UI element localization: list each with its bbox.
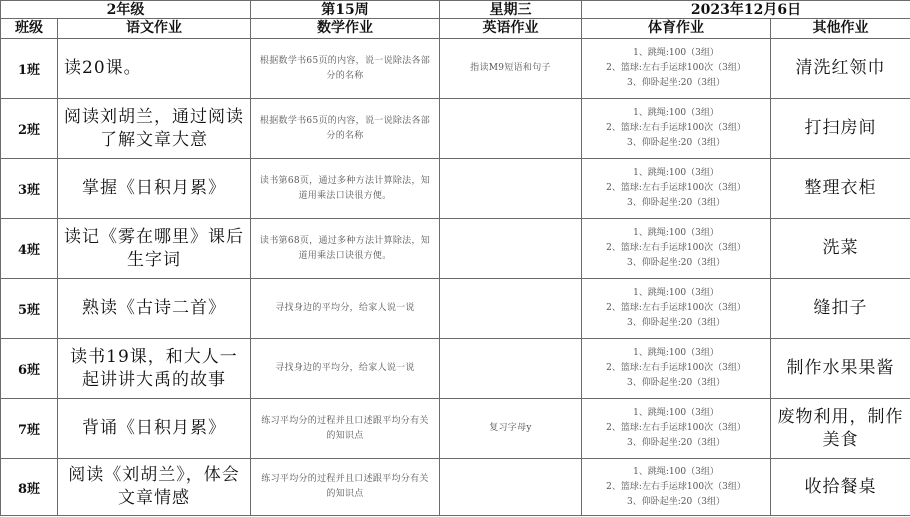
math-homework-cell[interactable]: 寻找身边的平均分，给家人说一说 [251,279,440,339]
pe-line: 1、跳绳:100（3组） [633,408,719,418]
pe-line: 2、篮球:左右手运球100次（3组） [606,243,746,253]
pe-line: 3、仰卧起坐:20（3组） [627,258,725,268]
pe-homework-cell[interactable] [582,99,771,159]
pe-line: 1、跳绳:100（3组） [633,348,719,358]
header-other[interactable]: 其他作业 [771,19,910,39]
table-row [1,399,910,459]
english-homework-cell[interactable] [440,219,582,279]
pe-homework-cell[interactable] [582,339,771,399]
class-cell[interactable]: 4班 [1,219,58,279]
math-homework-cell[interactable]: 练习平均分的过程并且口述跟平均分有关的知识点 [251,459,440,516]
table-row [1,159,910,219]
math-homework-cell[interactable]: 根据数学书65页的内容，说一说除法各部分的名称 [251,39,440,99]
header-math[interactable]: 数学作业 [251,19,440,39]
pe-line: 1、跳绳:100（3组） [633,48,719,58]
pe-line: 1、跳绳:100（3组） [633,168,719,178]
pe-line: 1、跳绳:100（3组） [633,108,719,118]
english-homework-cell[interactable]: 指读M9短语和句子 [440,39,582,99]
chinese-homework-cell[interactable]: 阅读刘胡兰，通过阅读了解文章大意 [58,99,251,159]
date-cell[interactable]: 2023年12月6日 [582,1,910,19]
english-homework-cell[interactable] [440,159,582,219]
header-class[interactable]: 班级 [1,19,58,39]
weekday-cell[interactable]: 星期三 [440,1,582,19]
pe-line: 3、仰卧起坐:20（3组） [627,78,725,88]
class-cell[interactable]: 5班 [1,279,58,339]
pe-homework-cell[interactable] [582,459,771,516]
pe-homework-cell[interactable] [582,39,771,99]
week-cell[interactable]: 第15周 [251,1,440,19]
other-homework-cell[interactable]: 整理衣柜 [771,159,910,219]
title-row [1,1,910,19]
class-cell[interactable]: 3班 [1,159,58,219]
pe-line: 2、篮球:左右手运球100次（3组） [606,183,746,193]
pe-line: 2、篮球:左右手运球100次（3组） [606,303,746,313]
other-homework-cell[interactable]: 制作水果果酱 [771,339,910,399]
class-cell[interactable]: 7班 [1,399,58,459]
header-chinese[interactable]: 语文作业 [58,19,251,39]
class-cell[interactable]: 1班 [1,39,58,99]
pe-homework-cell[interactable] [582,279,771,339]
pe-line: 2、篮球:左右手运球100次（3组） [606,63,746,73]
chinese-homework-cell[interactable]: 背诵《日积月累》 [58,399,251,459]
chinese-homework-cell[interactable]: 熟读《古诗二首》 [58,279,251,339]
table-body [1,39,910,516]
header-english[interactable]: 英语作业 [440,19,582,39]
other-homework-cell[interactable]: 缝扣子 [771,279,910,339]
pe-line: 3、仰卧起坐:20（3组） [627,438,725,448]
pe-line: 1、跳绳:100（3组） [633,288,719,298]
chinese-homework-cell[interactable]: 读20课。 [58,39,251,99]
pe-line: 2、篮球:左右手运球100次（3组） [606,363,746,373]
pe-line: 2、篮球:左右手运球100次（3组） [606,123,746,133]
pe-homework-cell[interactable] [582,399,771,459]
chinese-homework-cell[interactable]: 读记《雾在哪里》课后生字词 [58,219,251,279]
class-cell[interactable]: 2班 [1,99,58,159]
chinese-homework-cell[interactable]: 阅读《刘胡兰》，体会文章情感 [58,459,251,516]
other-homework-cell[interactable]: 清洗红领巾 [771,39,910,99]
pe-line: 3、仰卧起坐:20（3组） [627,318,725,328]
table-row [1,279,910,339]
pe-line: 3、仰卧起坐:20（3组） [627,378,725,388]
header-pe[interactable]: 体育作业 [582,19,771,39]
pe-line: 1、跳绳:100（3组） [633,466,719,477]
pe-line: 1、跳绳:100（3组） [633,228,719,238]
math-homework-cell[interactable]: 寻找身边的平均分，给家人说一说 [251,339,440,399]
table-row [1,99,910,159]
pe-line: 3、仰卧起坐:20（3组） [627,496,725,507]
class-cell[interactable]: 8班 [1,459,58,516]
table-row [1,459,910,516]
pe-line: 2、篮球:左右手运球100次（3组） [606,423,746,433]
other-homework-cell[interactable]: 洗菜 [771,219,910,279]
english-homework-cell[interactable] [440,459,582,516]
english-homework-cell[interactable] [440,99,582,159]
math-homework-cell[interactable]: 读书第68页，通过多种方法计算除法，知道用乘法口诀很方便。 [251,159,440,219]
header-row [1,19,910,39]
table-row [1,339,910,399]
other-homework-cell[interactable]: 打扫房间 [771,99,910,159]
other-homework-cell[interactable]: 废物利用，制作美食 [771,399,910,459]
pe-line: 3、仰卧起坐:20（3组） [627,138,725,148]
table-row [1,39,910,99]
table-row [1,219,910,279]
english-homework-cell[interactable] [440,279,582,339]
pe-line: 3、仰卧起坐:20（3组） [627,198,725,208]
class-cell[interactable]: 6班 [1,339,58,399]
grade-cell[interactable]: 2年级 [1,1,251,19]
chinese-homework-cell[interactable]: 读书19课，和大人一起讲讲大禹的故事 [58,339,251,399]
english-homework-cell[interactable]: 复习字母y [440,399,582,459]
pe-homework-cell[interactable] [582,159,771,219]
other-homework-cell[interactable]: 收拾餐桌 [771,459,910,516]
math-homework-cell[interactable]: 读书第68页，通过多种方法计算除法，知道用乘法口诀很方便。 [251,219,440,279]
pe-line: 2、篮球:左右手运球100次（3组） [606,481,746,492]
math-homework-cell[interactable]: 根据数学书65页的内容，说一说除法各部分的名称 [251,99,440,159]
math-homework-cell[interactable]: 练习平均分的过程并且口述跟平均分有关的知识点 [251,399,440,459]
english-homework-cell[interactable] [440,339,582,399]
chinese-homework-cell[interactable]: 掌握《日积月累》 [58,159,251,219]
pe-homework-cell[interactable] [582,219,771,279]
